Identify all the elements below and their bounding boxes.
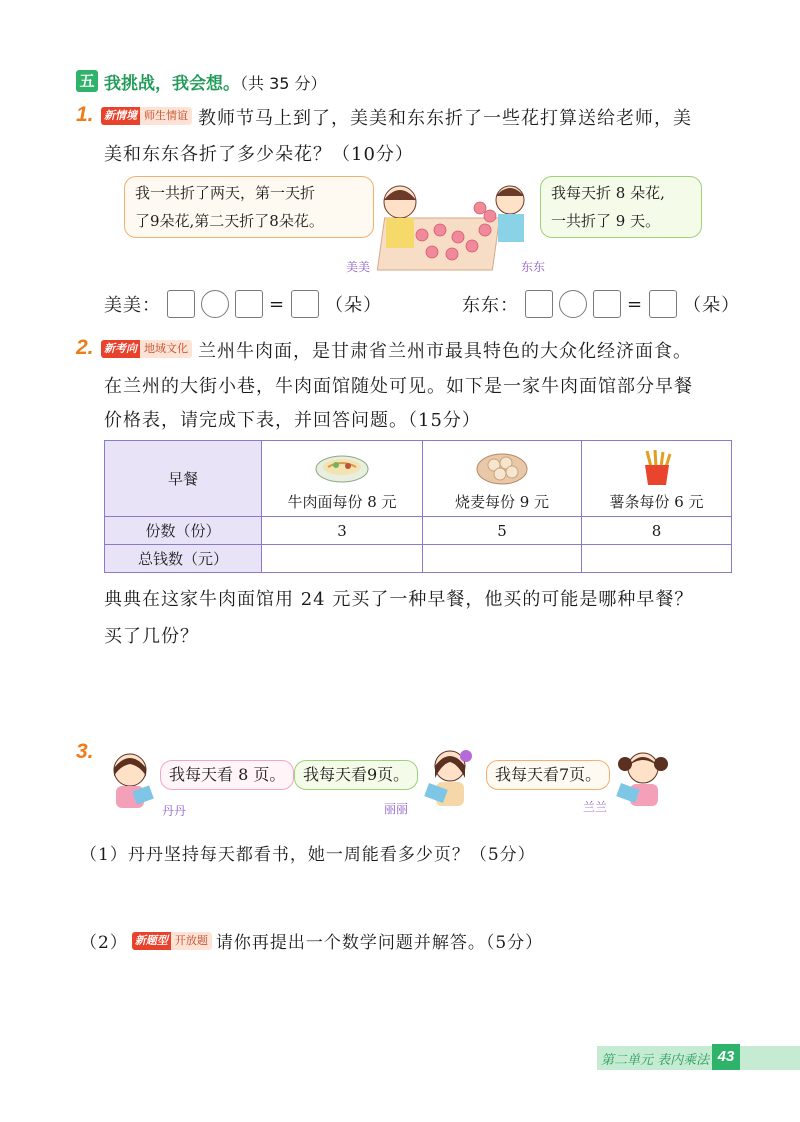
section-score: （共 35 分）: [240, 74, 327, 93]
bubble-line: 我一共折了两天，第一天折: [135, 184, 316, 202]
speech-bubble-meimei: [124, 176, 374, 238]
speech-bubble-dandan: 我每天看 8 页。: [160, 760, 294, 790]
answer-box[interactable]: [235, 290, 263, 318]
question-tag: [101, 107, 192, 125]
q2-text-line-3: 价格表，请完成下表，并回答问题。（15分）: [104, 410, 481, 431]
q1-text-line-2: 美和东东各折了多少朵花？（10分）: [104, 144, 414, 165]
count-cell: 8: [582, 517, 732, 545]
unit-label: （朵）: [683, 295, 741, 316]
answer-box[interactable]: [593, 290, 621, 318]
tag-topic: 地域文化: [140, 340, 192, 358]
noodle-bowl-icon: [314, 447, 370, 487]
section-title-text: 我挑战，我会想。: [104, 74, 240, 94]
operator-circle[interactable]: [201, 290, 229, 318]
total-cell[interactable]: [262, 545, 423, 573]
item-label: 薯条每份 6 元: [609, 493, 704, 511]
name-label-lanlan: 兰兰: [583, 800, 608, 814]
speech-bubble-lanlan: 我每天看7页。: [486, 760, 610, 790]
row-label-total: 总钱数（元）: [105, 545, 262, 573]
answer-box[interactable]: [525, 290, 553, 318]
q3-subquestion-1: （1）丹丹坚持每天都看书，她一周能看多少页？（5分）: [80, 845, 536, 865]
bubble-line: 一共折了 9 天。: [551, 212, 661, 230]
girl-lili-icon: [420, 744, 482, 810]
answer-box[interactable]: [167, 290, 195, 318]
equals-sign: =: [269, 293, 286, 315]
answer-row-meimei: [104, 290, 382, 318]
tag-new: 新考向: [101, 340, 140, 358]
shaomai-steamer-icon: [474, 447, 530, 487]
q2-text-line-1: 兰州牛肉面，是甘肃省兰州市最具特色的大众化经济面食。: [198, 341, 692, 362]
question-tag: [132, 932, 212, 950]
q2-question-line-2: 买了几份？: [104, 626, 199, 647]
children-flowers-illustration: [360, 180, 535, 275]
page-number: 43: [712, 1044, 740, 1070]
table-item-shaomai: [423, 441, 582, 517]
q2-question-line-1: 典典在这家牛肉面馆用 24 元买了一种早餐，他买的可能是哪种早餐？: [104, 589, 694, 610]
answer-label: 东东：: [462, 295, 519, 316]
tag-new: 新情境: [101, 107, 140, 125]
subquestion-prefix: （2）: [80, 933, 128, 953]
total-cell[interactable]: [423, 545, 582, 573]
answer-label: 美美：: [104, 295, 161, 316]
tag-new: 新题型: [132, 932, 171, 950]
question-number-1: 1.: [76, 103, 94, 126]
item-label: 烧麦每份 9 元: [454, 493, 550, 511]
question-tag: [101, 340, 192, 358]
footer-unit-title: 第二单元 表内乘法: [601, 1053, 710, 1068]
section-badge: 五: [76, 70, 98, 92]
count-cell: 5: [423, 517, 582, 545]
price-table: [104, 440, 732, 573]
name-label-dongdong: 东东: [521, 260, 546, 274]
bubble-line: 了9朵花,第二天折了8朵花。: [135, 212, 324, 230]
total-cell[interactable]: [582, 545, 732, 573]
answer-row-dongdong: [462, 290, 740, 318]
table-header-breakfast: 早餐: [105, 441, 262, 517]
name-label-dandan: 丹丹: [162, 804, 187, 818]
name-label-lili: 丽丽: [384, 802, 409, 816]
table-item-beef-noodle: [262, 441, 423, 517]
girl-lanlan-icon: [612, 744, 674, 810]
question-number-2: 2.: [76, 336, 94, 359]
answer-box[interactable]: [291, 290, 319, 318]
tag-topic: 师生情谊: [140, 107, 192, 125]
answer-box[interactable]: [649, 290, 677, 318]
section-title: [104, 69, 327, 94]
item-label: 牛肉面每份 8 元: [287, 493, 397, 511]
table-item-fries: [582, 441, 732, 517]
count-cell: 3: [262, 517, 423, 545]
speech-bubble-dongdong: [540, 176, 702, 238]
french-fries-icon: [629, 447, 685, 487]
subquestion-text: 请你再提出一个数学问题并解答。（5分）: [215, 933, 544, 953]
unit-label: （朵）: [325, 295, 383, 316]
bubble-line: 我每天折 8 朵花,: [551, 184, 665, 202]
operator-circle[interactable]: [559, 290, 587, 318]
speech-bubble-lili: 我每天看9页。: [294, 760, 418, 790]
equals-sign: =: [627, 293, 644, 315]
q3-subquestion-2: [80, 928, 543, 953]
q1-text-line-1: 教师节马上到了，美美和东东折了一些花打算送给老师，美: [198, 108, 692, 129]
girl-dandan-icon: [100, 748, 160, 810]
tag-topic: 开放题: [171, 932, 212, 950]
question-number-3: 3.: [76, 740, 94, 763]
q2-text-line-2: 在兰州的大街小巷，牛肉面馆随处可见。如下是一家牛肉面馆部分早餐: [104, 376, 693, 397]
name-label-meimei: 美美: [346, 260, 371, 274]
row-label-count: 份数（份）: [105, 517, 262, 545]
